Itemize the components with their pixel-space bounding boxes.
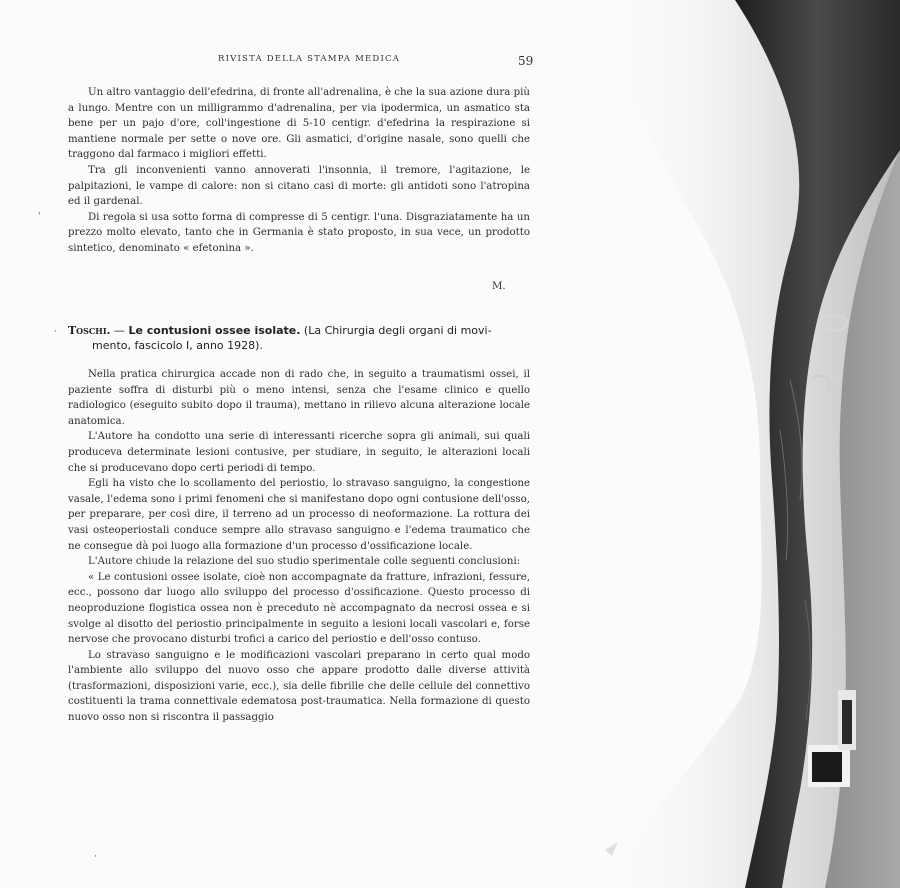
paragraph: Di regola si usa sotto forma di compresse di 5 centigr. l'una. Disgraziatamente ha un prezzo molto elevato, tanto che in Germania è stato proposto, in sua vece, un prodotto sintetico, denominato « efetonina ».	[68, 211, 530, 254]
paragraph: L'Autore chiude la relazione del suo studio sperimentale colle seguenti conclusioni:	[88, 556, 521, 568]
paragraph: L'Autore ha condotto una serie di interessanti ricerche sopra gli animali, sui quali produceva determinate lesioni contusive, per studiare, in seguito, le alterazioni locali che si producevano dopo certi periodi di tempo.	[68, 431, 530, 474]
article-author: Toschi.	[68, 324, 111, 337]
margin-speck: ·	[94, 852, 97, 862]
running-head: RIVISTA DELLA STAMPA MEDICA	[218, 54, 401, 64]
article-source-line1: (La Chirurgia degli organi di movi-	[300, 324, 492, 337]
paragraph: Nella pratica chirurgica accade non di rado che, in seguito a traumatismi ossei, il paziente soffra di disturbi più o meno intensi, senza che l'esame clinico e quello radiologico (eseguito subito dopo il trauma), mettano in rilievo alcuna alterazione locale anatomica.	[68, 369, 530, 427]
article-title: Le contusioni ossee isolate.	[128, 324, 301, 337]
paragraph: Egli ha visto che lo scollamento del periostio, lo stravaso sanguigno, la congestione vasale, l'edema sono i primi fenomeni che si manifestano dopo ogni contusione dell'osso, per preparare, per così dire, il terreno ad un processo di neoformazione. La rottura dei vasi osteoperiostali conduce sempre allo stravaso sanguigno e l'edema traumatico che ne consegue dà poi luogo alla formazione d'un processo d'ossificazione locale.	[68, 478, 530, 552]
author-signature: M.	[492, 281, 506, 292]
article-contusioni-text	[68, 367, 530, 726]
paragraph: Lo stravaso sanguigno e le modificazioni vascolari preparano in certo qual modo l'ambiente allo sviluppo del nuovo osso che appare prodotto dalle diverse attività (trasformazioni, disposizioni varie, ecc.), sia delle fibrille che delle cellule del connettivo costituenti la trama connettivale edematosa post-traumatica. Nella formazione di questo nuovo osso non si riscontra il passaggio	[68, 649, 530, 724]
article-efedrina-text	[68, 85, 530, 257]
heading-dash: —	[110, 324, 129, 337]
margin-speck: ·	[54, 327, 57, 337]
article-source-line2: mento, fascicolo I, anno 1928).	[92, 339, 263, 352]
margin-speck: '	[38, 212, 41, 222]
paragraph: Un altro vantaggio dell'efedrina, di fronte all'adrenalina, è che la sua azione dura più a lungo. Mentre con un milligrammo d'adrenalina, per via ipodermica, un asmatico sta bene per un pajo d'ore, coll'ingestione di 5-10 centigr. d'efedrina la respirazione si mantiene normale per sette o nove ore. Gli asmatici, d'origine nasale, sono quelli che traggono dal farmaco i migliori effetti.	[68, 87, 530, 161]
paragraph: Tra gli inconvenienti vanno annoverati l'insonnia, il tremore, l'agitazione, le palpitazioni, le vampe di calore: non si citano casi di morte: gli antidoti sono l'atropina ed il gardenal.	[68, 164, 530, 208]
page-number: 59	[518, 54, 534, 68]
paragraph: « Le contusioni ossee isolate, cioè non accompagnate da fratture, infrazioni, fessure, ecc., possono dar luogo allo sviluppo del processo d'ossificazione. Questo processo di neoproduzione flogistica ossea non è preceduto nè accompagnato da necrosi ossea e si svolge al disotto del periostio principalmente in seguito a lesioni locali vascolari e, forse nervose che provocano disturbi trofici a carico del periostio e dell'osso contuso.	[68, 571, 530, 646]
article-heading	[68, 323, 534, 353]
